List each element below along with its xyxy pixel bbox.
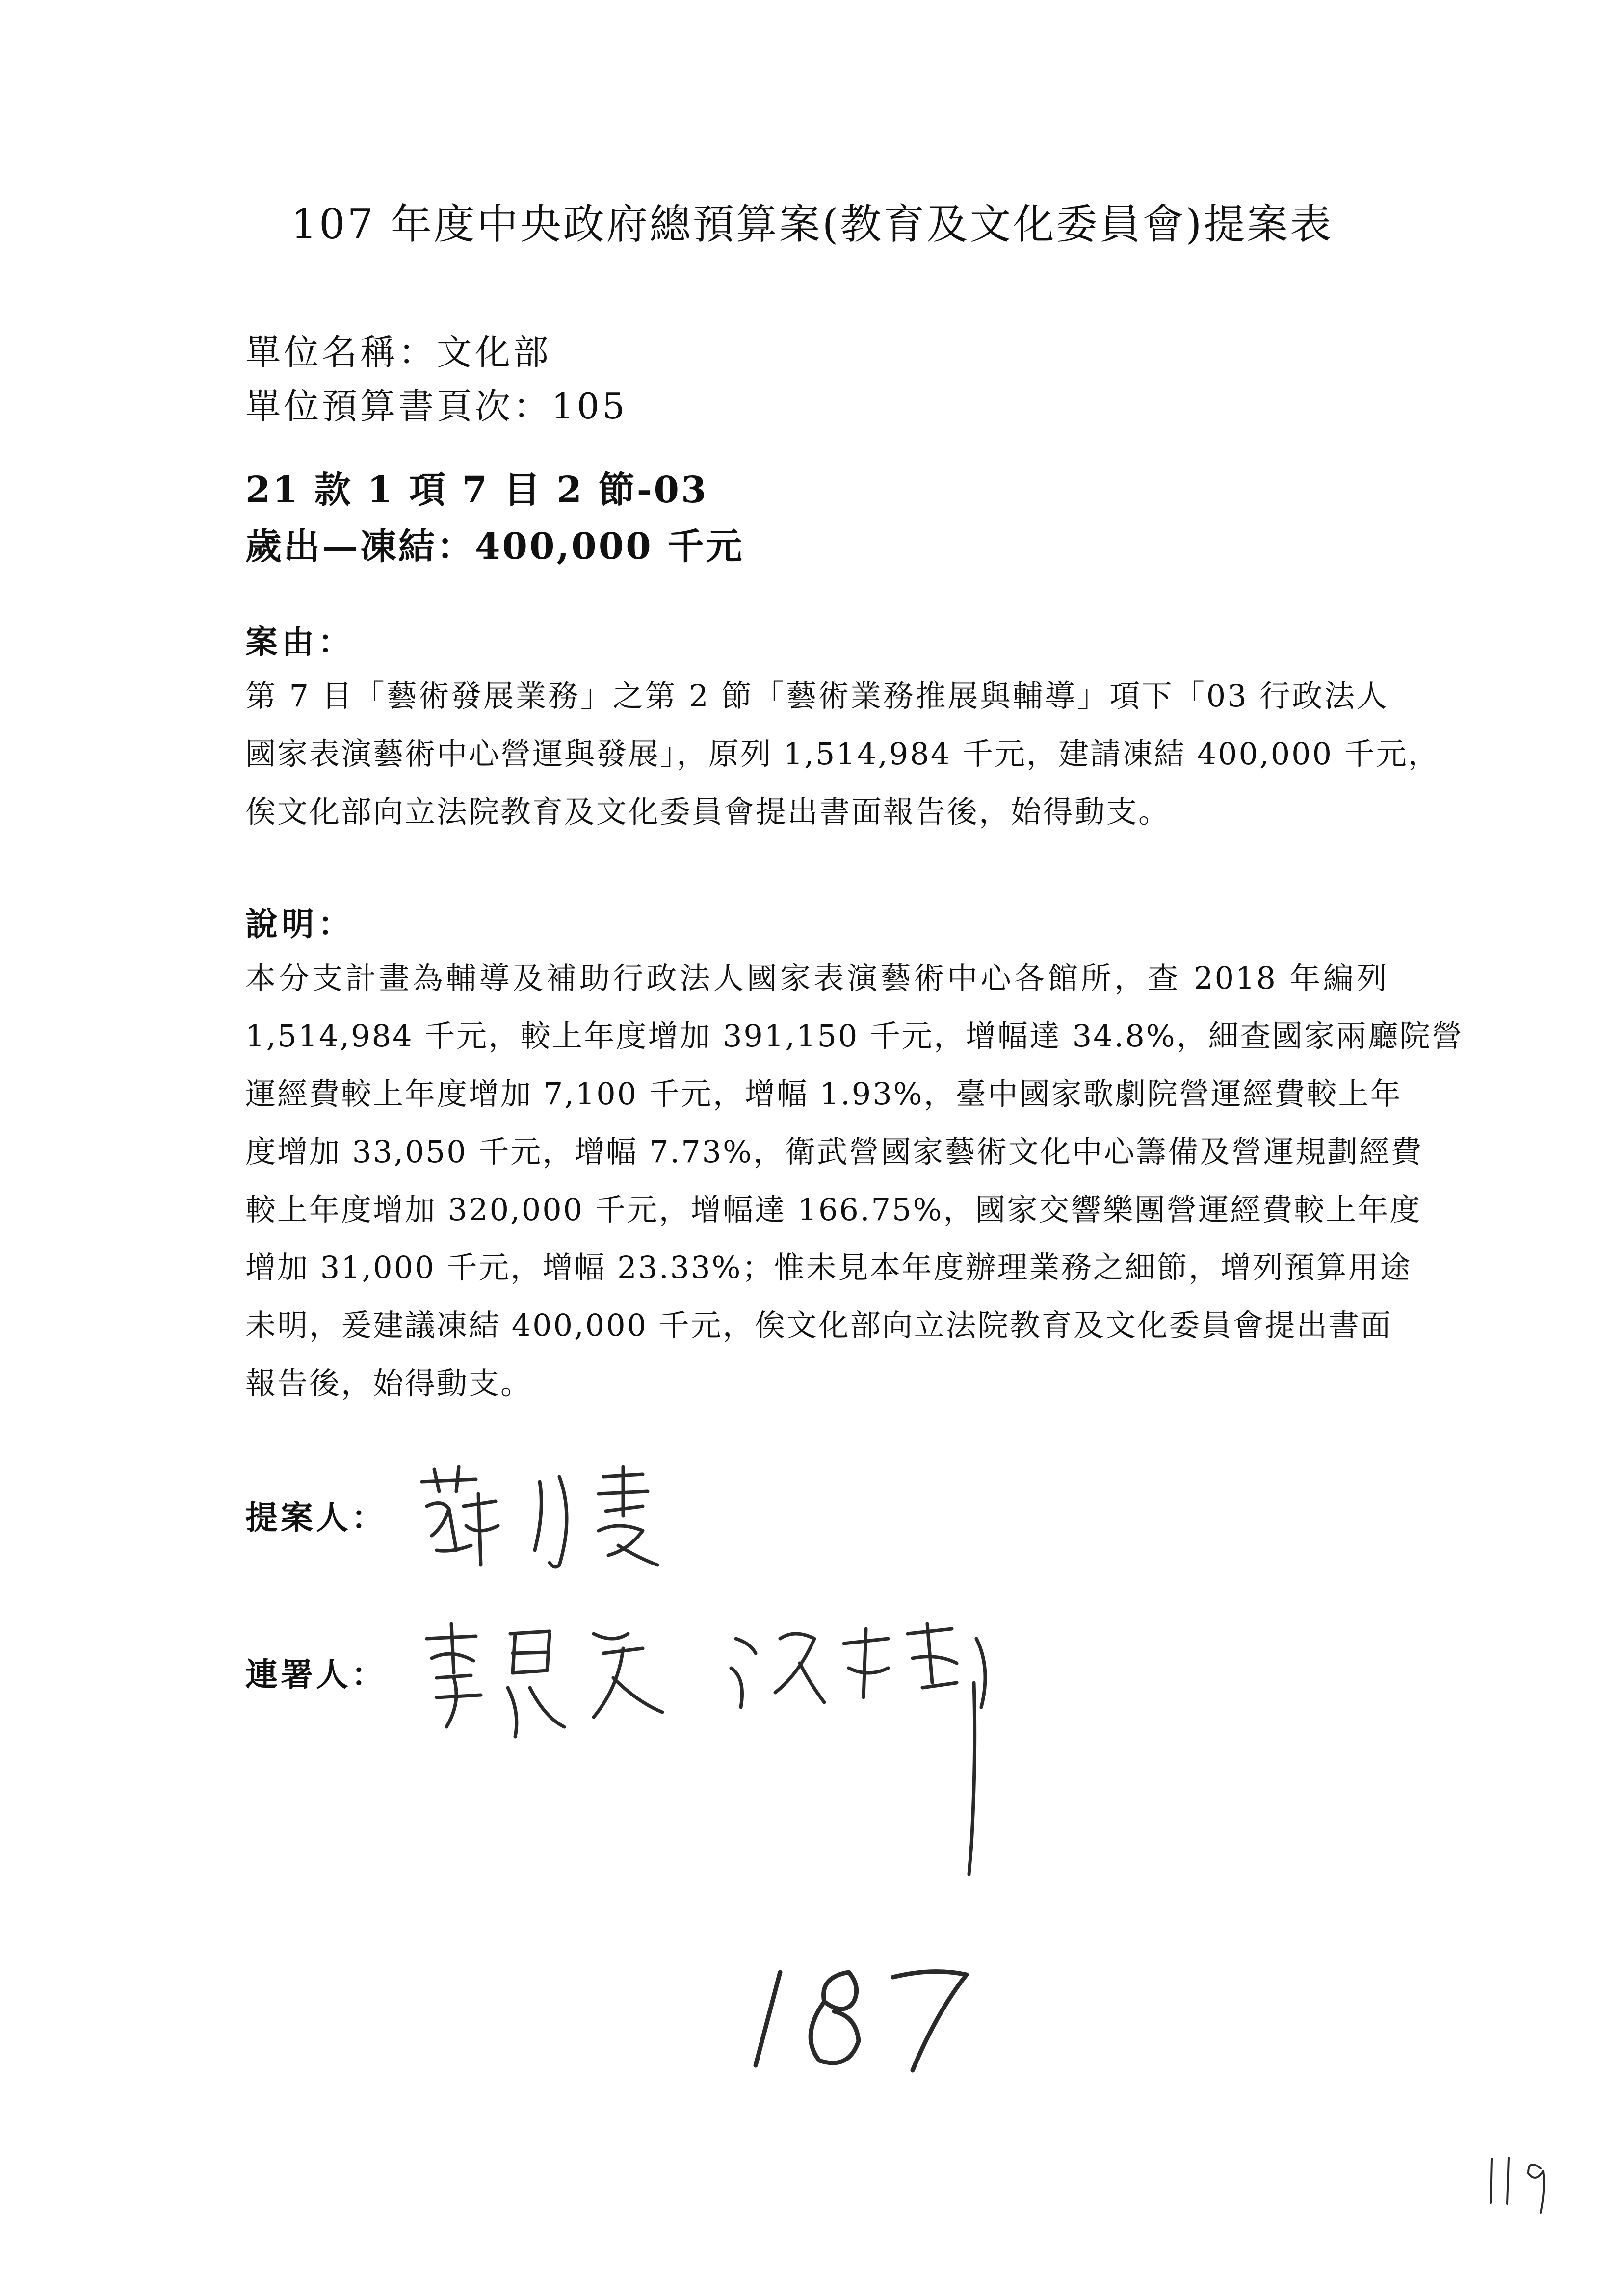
explanation-heading: 說明： [245, 905, 354, 943]
cosigner-label: 連署人： [245, 1655, 387, 1694]
explanation-paragraph [245, 949, 1464, 1412]
explanation-line: 本分支計畫為輔導及補助行政法人國家表演藝術中心各館所，查 2018 年編列 [245, 960, 1388, 996]
explanation-line: 1,514,984 千元，較上年度增加 391,150 千元，增幅達 34.8%，細查國家兩廳院營 [245, 1018, 1464, 1054]
explanation-line: 報告後，始得動支。 [245, 1365, 533, 1401]
explanation-line: 增加 31,000 千元，增幅 23.33%；惟未見本年度辦理業務之細節，增列預算用途 [245, 1250, 1412, 1285]
frozen-expenditure: 歲出—凍結：400,000 千元 [245, 525, 744, 568]
budget-item-code: 21 款 1 項 7 目 2 節-03 [245, 469, 708, 511]
document-title: 107 年度中央政府總預算案(教育及文化委員會)提案表 [290, 200, 1334, 248]
explanation-line: 運經費較上年度增加 7,100 千元，增幅 1.93%，臺中國家歌劇院營運經費較上年 [245, 1076, 1402, 1112]
proposer-signature-image [412, 1452, 716, 1580]
reason-paragraph [245, 667, 1440, 841]
reason-line: 俟文化部向立法院教育及文化委員會提出書面報告後，始得動支。 [245, 794, 1171, 830]
unit-budget-page: 單位預算書頁次：105 [245, 386, 628, 427]
unit-name: 單位名稱：文化部 [245, 332, 552, 373]
reason-line: 國家表演藝術中心營運與發展」，原列 1,514,984 千元，建請凍結 400,000 千元， [245, 736, 1440, 772]
reason-line: 第 7 目「藝術發展業務」之第 2 節「藝術業務推展與輔導」項下「03 行政法人 [245, 678, 1388, 714]
cosigner-signature-image-2 [726, 1609, 1030, 1884]
cosigner-signature-image-1 [407, 1614, 682, 1761]
corner-number-image [1482, 2149, 1570, 2218]
handwritten-number-image [746, 1953, 1001, 2080]
explanation-line: 度增加 33,050 千元，增幅 7.73%，衛武營國家藝術文化中心籌備及營運規劃經費 [245, 1134, 1423, 1170]
explanation-line: 較上年度增加 320,000 千元，增幅達 166.75%，國家交響樂團營運經費較上年度 [245, 1192, 1422, 1227]
proposer-label: 提案人： [245, 1498, 387, 1537]
explanation-line: 未明，爰建議凍結 400,000 千元，俟文化部向立法院教育及文化委員會提出書面 [245, 1307, 1392, 1343]
reason-heading: 案由： [245, 623, 354, 661]
